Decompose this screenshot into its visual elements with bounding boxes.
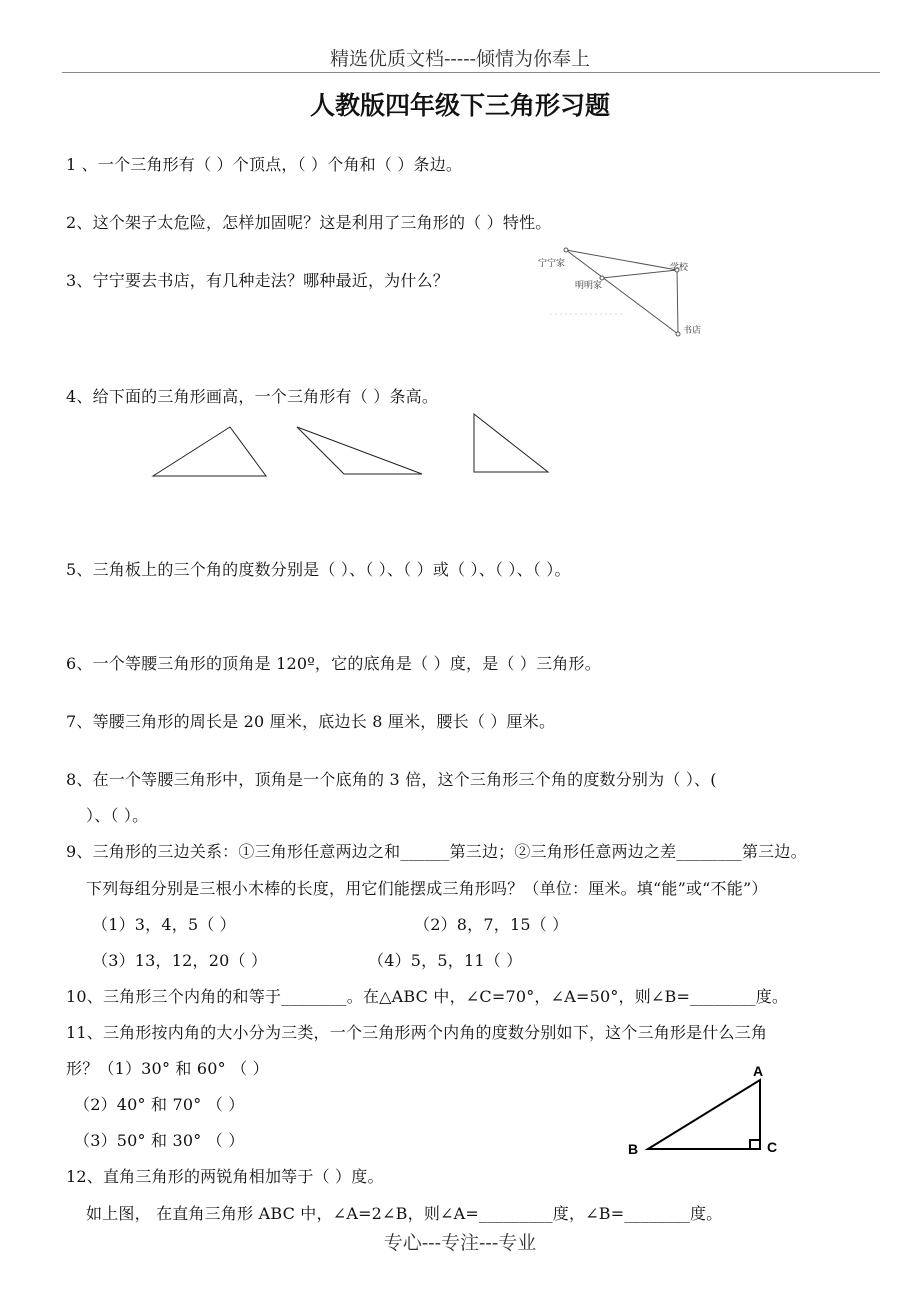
- question-7: 7、等腰三角形的周长是 20 厘米，底边长 8 厘米，腰长（ ）厘米。: [66, 712, 556, 731]
- question-9-item-2: （2）8，7，15（ ）: [414, 915, 569, 934]
- route-map-diagram: [530, 244, 720, 344]
- map-label-school: 学校: [670, 263, 689, 273]
- vertex-label-b: B: [628, 1141, 639, 1157]
- question-11-item-3: （3）50° 和 30° （ ）: [74, 1131, 245, 1150]
- header-divider: [62, 72, 880, 73]
- question-10: 10、三角形三个内角的和等于________。在△ABC 中，∠C=70°，∠A=50°，则∠B=________度。: [66, 987, 789, 1006]
- question-9-item-3: （3）13，12，20（ ）: [92, 951, 268, 970]
- map-label-bookstore: 书店: [683, 326, 702, 336]
- question-1: 1 、一个三角形有（ ）个顶点，（ ）个角和（ ）条边。: [66, 155, 463, 174]
- vertex-label-a: A: [753, 1063, 764, 1079]
- question-12-line-2: 如上图， 在直角三角形 ABC 中，∠A=2∠B，则∠A=_________度，∠B=________度。: [86, 1204, 723, 1223]
- right-triangle-abc: [622, 1060, 792, 1160]
- triangle-figure-2: [294, 424, 426, 476]
- map-label-ningning: 宁宁家: [538, 259, 566, 269]
- question-11-line-1: 11、三角形按内角的大小分为三类，一个三角形两个内角的度数分别如下，这个三角形是什么三角: [66, 1023, 768, 1042]
- page-footer: 专心---专注---专业: [383, 1232, 537, 1254]
- question-11-item-2: （2）40° 和 70° （ ）: [74, 1095, 245, 1114]
- question-8-line-2: ）、（ ）。: [86, 806, 149, 825]
- triangle-figure-1: [150, 424, 270, 480]
- question-12-line-1: 12、直角三角形的两锐角相加等于（ ）度。: [66, 1167, 384, 1186]
- question-9-line-1: 9、三角形的三边关系：①三角形任意两边之和______第三边；②三角形任意两边之差________第三边。: [66, 842, 807, 861]
- question-2: 2、这个架子太危险，怎样加固呢？这是利用了三角形的（ ）特性。: [66, 213, 552, 232]
- triangle-figure-3: [472, 412, 552, 476]
- question-8-line-1: 8、在一个等腰三角形中，顶角是一个底角的 3 倍，这个三角形三个角的度数分别为（ ）、(: [66, 770, 717, 789]
- question-9-item-1: （1）3，4，5（ ）: [92, 915, 237, 934]
- question-4: 4、给下面的三角形画高，一个三角形有（ ）条高。: [66, 387, 439, 406]
- question-9-item-4: （4）5，5，11（ ）: [368, 951, 523, 970]
- map-label-mingming: 明明家: [575, 281, 603, 291]
- page-title: 人教版四年级下三角形习题: [309, 91, 610, 120]
- question-6: 6、一个等腰三角形的顶角是 120º，它的底角是（ ）度，是（ ）三角形。: [66, 654, 601, 673]
- question-11-line-2: 形？（1）30° 和 60° （ ）: [66, 1059, 269, 1078]
- vertex-label-c: C: [767, 1139, 778, 1155]
- question-5: 5、三角板上的三个角的度数分别是（ ）、（ ）、（ ）或（ ）、（ ）、（ ）。: [66, 560, 571, 579]
- page-header: 精选优质文档-----倾情为你奉上: [329, 48, 591, 70]
- question-9-line-2: 下列每组分别是三根小木棒的长度，用它们能摆成三角形吗？（单位：厘米。填“能”或“不能”）: [86, 879, 768, 898]
- question-3: 3、宁宁要去书店，有几种走法？哪种最近，为什么？: [66, 271, 449, 290]
